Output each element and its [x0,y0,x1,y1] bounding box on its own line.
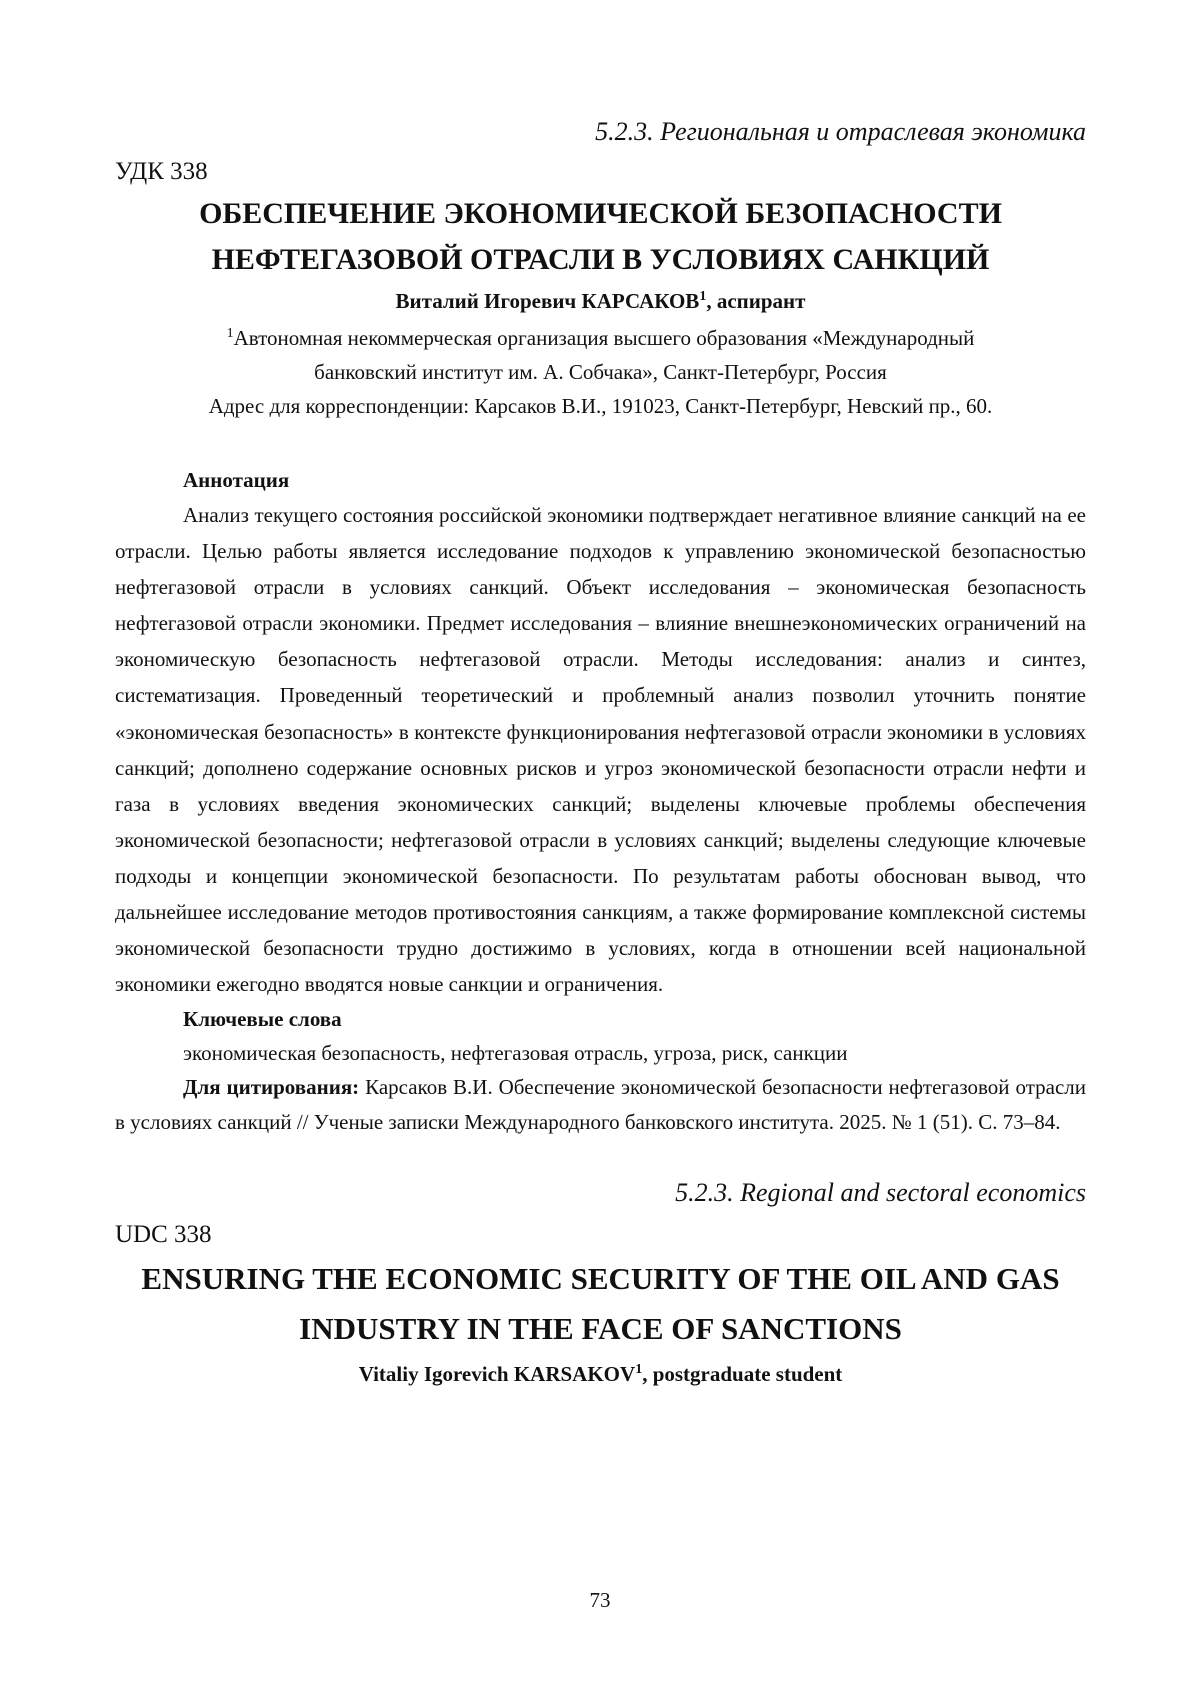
ru-udc: УДК 338 [115,158,208,185]
annotation-heading: Аннотация [183,468,290,492]
citation-label: Для цитирования: [183,1075,360,1100]
ru-author-name: Виталий Игоревич КАРСАКОВ [395,289,700,313]
citation [115,1070,1086,1140]
ru-affiliation [115,321,1086,423]
ru-correspondence-address: Адрес для корреспонденции: Карсаков В.И., 191023, Санкт-Петербург, Невский пр., 60. [208,394,993,418]
en-author-name: Vitaliy Igorevich KARSAKOV [358,1362,636,1387]
en-author-sup: 1 [635,1362,643,1378]
en-author-role: , postgraduate student [642,1362,843,1387]
ru-author-role: , аспирант [706,289,806,313]
en-rubric: 5.2.3. Regional and sectoral economics [675,1178,1086,1208]
ru-affiliation-sup: 1 [226,326,234,341]
keywords-heading: Ключевые слова [183,1007,342,1032]
en-title [115,1254,1086,1354]
ru-author [115,285,1086,317]
citation-text: Карсаков В.И. Обеспечение экономической безопасности нефтегазовой отрасли в условиях санкций // Ученые записки Международного банковского института. 2025. № 1 (51). С. 73–84. [115,1075,1086,1135]
en-udc: UDC 338 [115,1221,212,1249]
en-title-line-2: INDUSTRY IN THE FACE OF SANCTIONS [299,1311,902,1347]
keywords-list: экономическая безопасность, нефтегазовая отрасль, угроза, риск, санкции [183,1041,848,1066]
page-content [115,115,1086,1390]
ru-affiliation-line-2: банковский институт им. А. Собчака», Санкт-Петербург, Россия [314,360,887,384]
ru-title [115,191,1086,283]
annotation-text: Анализ текущего состояния российской экономики подтверждает негативное влияние санкций на ее отрасли. Целью работы является исследование подходов к управлению экономической безопасностью нефтегазовой отрасли в условиях санкций. Объект исследования – экономическая безопасность нефтегазовой отрасли экономики. Предмет исследования – влияние внешнеэкономических ограничений на экономическую безопасность нефтегазовой отрасли. Методы исследования: анализ и синтез, систематизация. Проведенный теоретический и проблемный анализ позволил уточнить понятие «экономическая безопасность» в контексте функционирования нефтегазовой отрасли экономики в условиях санкций; дополнено содержание основных рисков и угроз экономической безопасности отрасли нефти и газа в условиях введения экономических санкций; выделены ключевые проблемы обеспечения экономической безопасности; нефтегазовой отрасли в условиях санкций; выделены следующие ключевые подходы и концепции экономической безопасности. По результатам работы обоснован вывод, что дальнейшее исследование методов противостояния санкциям, а также формирование комплексной системы экономической безопасности трудно достижимо в условиях, когда в отношении всей национальной экономики ежегодно вводятся новые санкции и ограничения. [115,503,1086,997]
ru-affiliation-line-1-text: Автономная некоммерческая организация высшего образования «Международный [233,326,975,350]
ru-title-line-2: НЕФТЕГАЗОВОЙ ОТРАСЛИ В УСЛОВИЯХ САНКЦИЙ [211,243,990,276]
ru-title-line-1: ОБЕСПЕЧЕНИЕ ЭКОНОМИЧЕСКОЙ БЕЗОПАСНОСТИ [199,197,1002,230]
ru-affiliation-line-1 [115,321,1086,355]
en-author [115,1358,1086,1390]
ru-rubric: 5.2.3. Региональная и отраслевая экономика [595,117,1086,146]
en-title-line-1: ENSURING THE ECONOMIC SECURITY OF THE OIL AND GAS [141,1261,1060,1297]
ru-author-sup: 1 [699,289,707,304]
page-number: 73 [589,1588,611,1612]
